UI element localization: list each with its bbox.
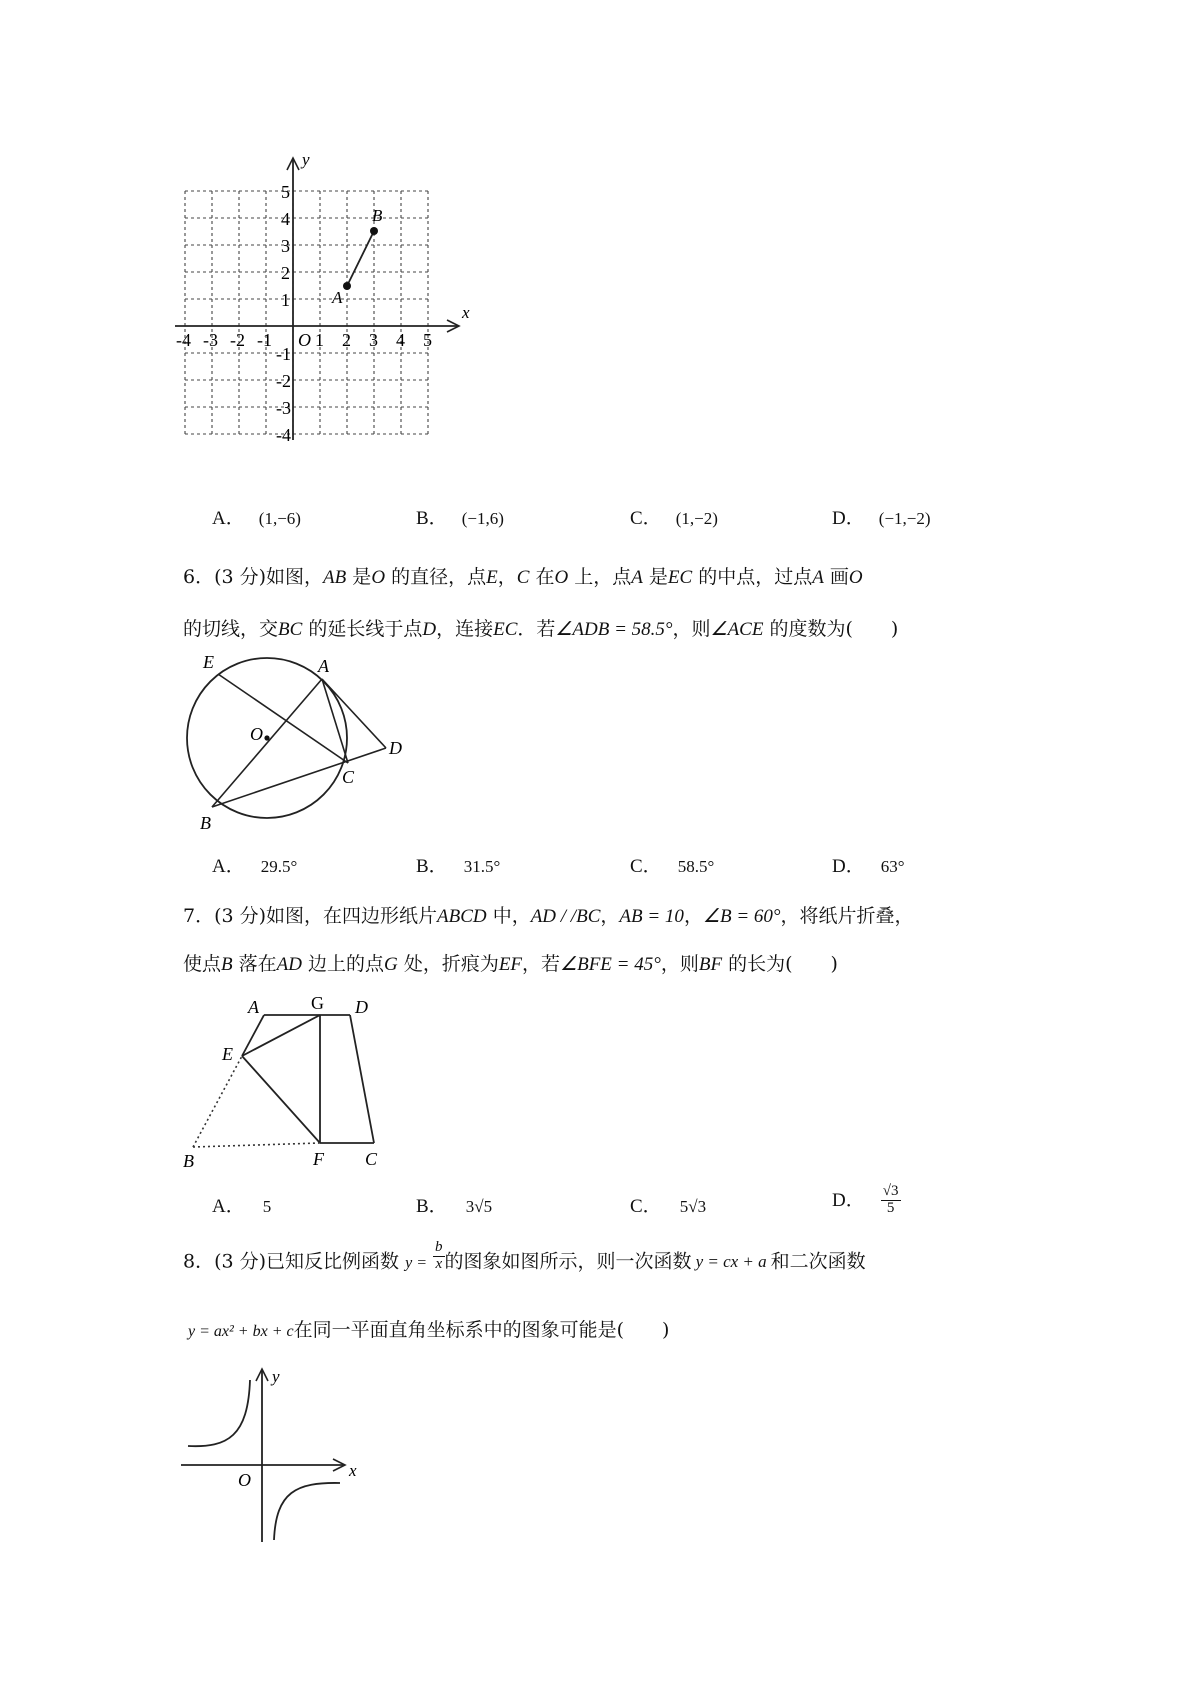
q5-option-c-letter: C． (630, 508, 662, 529)
q5-option-b-letter: B． (416, 508, 448, 529)
q7-ef: EF (498, 954, 523, 975)
q6-label-o: O (250, 724, 263, 744)
q8-x-axis-label: x (349, 1461, 357, 1480)
q7-option-a[interactable] (212, 1197, 271, 1216)
q5-origin-label: O (298, 330, 311, 350)
q6-text: 画 (823, 566, 849, 588)
q6-option-a-value: 29.5° (260, 857, 298, 876)
q8-text: 和二次函数 (770, 1250, 866, 1273)
q8-text: 在同一平面直角坐标系中的图象可能是( ) (293, 1319, 670, 1341)
q6-center-dot (264, 735, 269, 740)
q6-text: 的直径，点 (385, 566, 487, 588)
q7-option-d-fraction (881, 1184, 901, 1217)
q7-option-a-value: 5 (262, 1197, 272, 1216)
q7-option-d-letter: D． (832, 1189, 865, 1211)
q7-text: 处，折痕为 (397, 953, 499, 975)
q5-y-tick-label: 4 (281, 209, 290, 229)
q7-option-d-denominator: 5 (886, 1199, 895, 1216)
q7-label-b: B (183, 1151, 194, 1170)
q5-option-d-value: (−1,−2) (878, 509, 931, 528)
q7-bf: BF (698, 954, 723, 975)
q5-option-a[interactable] (212, 509, 301, 528)
q8-text: 8．(3 分)已知反比例函数 (183, 1250, 400, 1273)
q7-line-ef (242, 1056, 320, 1143)
q5-x-tick-label: 4 (396, 330, 405, 350)
q6-a: A (631, 567, 643, 588)
q6-label-e: E (203, 652, 214, 672)
q8-question-line1 (183, 1239, 866, 1273)
q5-y-tick-label: 1 (281, 290, 290, 310)
q7-ab-length: AB = 10 (619, 906, 684, 927)
q8-quadratic-function: y = ax² + bx + c (188, 1323, 294, 1340)
q5-y-axis-label: y (302, 155, 310, 169)
q8-y-equals: y = (405, 1254, 427, 1272)
q6-line-ac (322, 679, 348, 763)
q8-text: 的图象如图所示，则一次函数 (444, 1250, 692, 1273)
q8-hyperbola-branch-2 (188, 1380, 250, 1446)
q5-grid (185, 191, 428, 434)
q7-text: 中， (486, 905, 531, 927)
q5-x-tick-label: -3 (203, 330, 218, 350)
q6-text: ．若 (517, 618, 556, 640)
q6-circle-figure (170, 648, 420, 838)
q5-option-d[interactable] (832, 509, 931, 528)
q6-option-b[interactable] (416, 857, 500, 876)
q6-text: 在 (529, 566, 555, 588)
q7-g: G (384, 954, 398, 975)
q7-angle-b: ∠B = 60° (702, 906, 781, 927)
q6-e: E (486, 567, 498, 588)
q5-coordinate-graph (175, 155, 515, 475)
q6-label-a: A (318, 656, 329, 676)
q8-question-line2 (188, 1321, 669, 1340)
q6-ab: AB (323, 567, 347, 588)
q7-text: 使点 (183, 953, 222, 975)
q5-x-tick-label: -2 (230, 330, 245, 350)
q6-ec: EC (493, 619, 518, 640)
q7-text: ，则 (660, 953, 699, 975)
q8-origin-label: O (238, 1470, 251, 1490)
q5-point-b (370, 227, 378, 235)
q5-x-tick-label: -1 (257, 330, 272, 350)
q6-text: 的度数为( ) (763, 618, 899, 640)
q7-option-a-letter: A． (212, 1196, 245, 1217)
q5-option-a-value: (1,−6) (258, 509, 301, 528)
q5-option-b[interactable] (416, 509, 504, 528)
q5-y-tick-label: -4 (276, 425, 291, 445)
q6-bc: BC (278, 619, 303, 640)
q7-option-c-letter: C． (630, 1196, 662, 1217)
q7-option-c[interactable] (630, 1197, 706, 1216)
q7-quadrilateral-figure (175, 990, 405, 1170)
q6-o: O (848, 567, 863, 588)
q6-option-b-letter: B． (416, 856, 448, 877)
q6-option-c-value: 58.5° (677, 857, 715, 876)
q7-text: 边上的点 (302, 953, 385, 975)
q7-label-e: E (222, 1044, 233, 1064)
q6-question-line2 (183, 620, 898, 639)
q6-o: O (554, 567, 569, 588)
q6-option-b-value: 31.5° (463, 857, 501, 876)
q5-x-tick-label: 3 (369, 330, 378, 350)
q6-angle-adb: ∠ADB = 58.5° (555, 619, 673, 640)
q7-label-c: C (365, 1149, 378, 1169)
q7-parallel: AD / /BC (530, 906, 601, 927)
q7-text: 落在 (232, 953, 277, 975)
q8-fraction-numerator: b (435, 1239, 443, 1255)
q6-o: O (371, 567, 386, 588)
q5-option-b-value: (−1,6) (461, 509, 504, 528)
q6-ec: EC (667, 567, 693, 588)
q6-text: ，连接 (436, 618, 494, 640)
q6-text: ，则 (672, 618, 711, 640)
q6-label-c: C (342, 767, 355, 787)
q5-x-tick-label: 5 (423, 330, 432, 350)
q5-x-tick-label: 1 (315, 330, 324, 350)
q6-d: D (422, 619, 437, 640)
q6-text: 是 (346, 566, 372, 588)
q5-y-tick-label: 3 (281, 236, 290, 256)
q8-hyperbola-branch-4 (274, 1483, 340, 1540)
q7-dotted-bf (193, 1143, 320, 1147)
q7-text: 7．(3 分)如图，在四边形纸片 (183, 905, 438, 927)
q6-option-d[interactable] (832, 857, 905, 876)
q7-label-f: F (313, 1149, 324, 1169)
q6-option-c-letter: C． (630, 856, 662, 877)
q5-option-d-letter: D． (832, 508, 865, 529)
q5-y-tick-labels (276, 182, 291, 445)
q5-x-axis-label: x (462, 303, 470, 322)
q6-option-a[interactable] (212, 857, 297, 876)
q6-option-d-letter: D． (832, 856, 865, 877)
q6-option-c[interactable] (630, 857, 714, 876)
q7-ad: AD (276, 954, 302, 975)
q7-option-d[interactable] (832, 1184, 901, 1217)
q5-y-tick-label: -3 (276, 398, 291, 418)
q5-option-a-letter: A． (212, 508, 245, 529)
q7-text: ，若 (522, 953, 561, 975)
q7-dotted-be (193, 1056, 242, 1147)
q6-label-b: B (200, 813, 211, 833)
q5-y-tick-label: 2 (281, 263, 290, 283)
q7-label-a: A (248, 997, 259, 1017)
q7-question-line2 (183, 955, 838, 974)
q7-question-line1 (183, 907, 914, 926)
q6-text: 的中点，过点 (692, 566, 813, 588)
q7-text: 的长为( ) (722, 953, 838, 975)
q6-angle-ace: ∠ACE (710, 619, 764, 640)
q6-text: 上，点 (568, 566, 632, 588)
q8-linear-function: y = cx + a (695, 1252, 767, 1272)
q5-y-tick-label: -1 (276, 344, 291, 364)
q6-text: 的延长线于点 (302, 618, 423, 640)
q6-c: C (516, 567, 530, 588)
q7-option-b-value: 3√5 (465, 1197, 493, 1216)
q5-option-c-value: (1,−2) (675, 509, 718, 528)
q7-option-c-value: 5√3 (679, 1197, 707, 1216)
q7-label-g: G (311, 993, 324, 1013)
q6-text: 的切线，交 (183, 618, 279, 640)
q5-x-tick-label: 2 (342, 330, 351, 350)
q7-b: B (221, 954, 233, 975)
q5-y-tick-label: 5 (281, 182, 290, 202)
q6-tangent-ad (322, 679, 386, 748)
q5-y-tick-label: -2 (276, 371, 291, 391)
q7-label-d: D (355, 997, 368, 1017)
q5-point-a-label: A (332, 288, 343, 307)
q6-a: A (812, 567, 824, 588)
q7-text: ，将纸片折叠， (780, 905, 914, 927)
q5-segment-ab (347, 231, 374, 286)
q7-option-d-numerator: √3 (882, 1183, 899, 1199)
q8-hyperbola-figure (178, 1362, 378, 1552)
q6-option-a-letter: A． (212, 856, 245, 877)
q8-fraction-denominator: x (435, 1255, 443, 1272)
q7-line-dc (350, 1015, 374, 1143)
q5-x-tick-label: -4 (176, 330, 191, 350)
q5-option-c[interactable] (630, 509, 718, 528)
q7-angle-bfe: ∠BFE = 45° (560, 954, 661, 975)
q5-point-a (343, 282, 351, 290)
q6-text: ， (497, 566, 517, 588)
q7-option-b-letter: B． (416, 1196, 448, 1217)
q6-question-line1 (183, 568, 863, 587)
q7-option-b[interactable] (416, 1197, 492, 1216)
q7-text: ， (683, 905, 703, 927)
q6-label-d: D (389, 738, 402, 758)
q8-fraction-b-over-x (433, 1240, 445, 1273)
q7-abcd: ABCD (437, 906, 487, 927)
q7-text: ， (600, 905, 620, 927)
q5-point-b-label: B (372, 206, 383, 225)
q6-number: 6．(3 分)如图， (183, 566, 324, 588)
q6-text: 是 (642, 566, 668, 588)
q6-option-d-value: 63° (880, 857, 905, 876)
q8-y-axis-label: y (272, 1367, 280, 1386)
